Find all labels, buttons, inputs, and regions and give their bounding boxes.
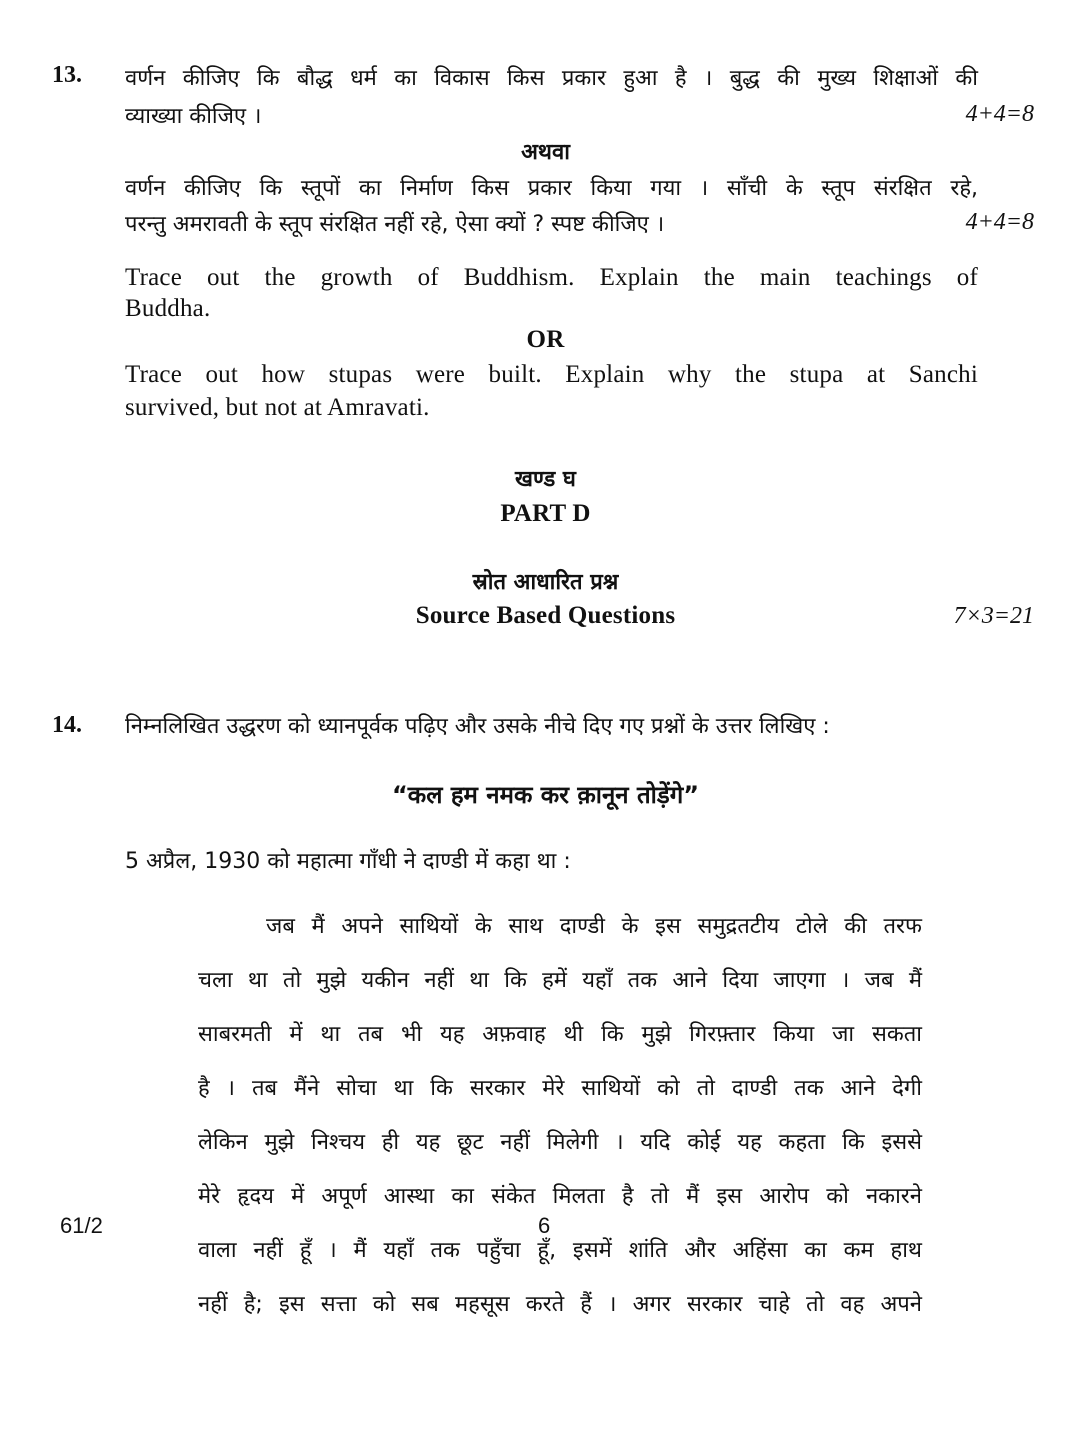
q13-hindi-line-1: वर्णन कीजिए कि बौद्ध धर्म का विकास किस प्रकार हुआ है । बुद्ध की मुख्य शिक्षाओं की <box>125 66 978 91</box>
question-14-number: 14. <box>52 712 82 738</box>
passage-line: नहीं है; इस सत्ता को सब महसूस करते हैं । अगर सरकार चाहे तो वह अपने <box>198 1292 922 1317</box>
part-d-english-subheading: Source Based Questions <box>415 602 676 629</box>
passage-line: वाला नहीं हूँ । मैं यहाँ तक पहुँचा हूँ, इसमें शांति और अहिंसा का कम हाथ <box>198 1238 922 1263</box>
page-number: 6 <box>538 1213 551 1238</box>
q14-passage-title: “कल हम नमक कर क़ानून तोड़ेंगे” <box>391 781 699 809</box>
q13-english-line-1: Trace out the growth of Buddhism. Explain the main teachings of <box>125 264 978 291</box>
q13-marks-2: 4+4=8 <box>965 209 1034 235</box>
q13-or-hindi: अथवा <box>521 140 570 165</box>
q13-english-line-2: Buddha. <box>125 295 211 322</box>
part-d-hindi-heading: खण्ड घ <box>515 467 576 492</box>
passage-line: है । तब मैंने सोचा था कि सरकार मेरे साथियों को तो दाण्डी तक आने देगी <box>198 1076 922 1101</box>
q13-hindi-alt-line-1: वर्णन कीजिए कि स्तूपों का निर्माण किस प्रकार किया गया । साँची के स्तूप संरक्षित रहे, <box>125 176 978 201</box>
passage-line: साबरमती में था तब भी यह अफ़वाह थी कि मुझे गिरफ़्तार किया जा सकता <box>198 1022 922 1047</box>
paper-code: 61/2 <box>60 1213 103 1238</box>
q13-marks-1: 4+4=8 <box>965 101 1034 127</box>
q13-english-alt-line-1: Trace out how stupas were built. Explain why the stupa at Sanchi <box>125 361 978 388</box>
passage-line: चला था तो मुझे यकीन नहीं था कि हमें यहाँ तक आने दिया जाएगा । जब मैं <box>198 968 922 993</box>
q14-instruction: निम्नलिखित उद्धरण को ध्यानपूर्वक पढ़िए और उसके नीचे दिए गए प्रश्नों के उत्तर लिखिए : <box>125 714 830 739</box>
q13-or-english: OR <box>526 326 565 353</box>
q14-intro: 5 अप्रैल, 1930 को महात्मा गाँधी ने दाण्डी में कहा था : <box>125 849 571 874</box>
passage-line: जब मैं अपने साथियों के साथ दाण्डी के इस समुद्रतटीय टोले की तरफ <box>266 914 922 939</box>
q13-hindi-alt-line-2: परन्तु अमरावती के स्तूप संरक्षित नहीं रहे, ऐसा क्यों ? स्पष्ट कीजिए । <box>125 212 665 237</box>
passage-line: लेकिन मुझे निश्चय ही यह छूट नहीं मिलेगी । यदि कोई यह कहता कि इससे <box>198 1130 922 1155</box>
part-d-english-heading: PART D <box>500 500 591 527</box>
q13-english-alt-line-2: survived, but not at Amravati. <box>125 394 430 421</box>
part-d-hindi-subheading: स्रोत आधारित प्रश्न <box>472 570 619 595</box>
part-d-marks: 7×3=21 <box>953 603 1034 629</box>
passage-line: मेरे हृदय में अपूर्ण आस्था का संकेत मिलता है तो मैं इस आरोप को नकारने <box>198 1184 922 1209</box>
question-13-number: 13. <box>52 62 82 88</box>
q13-hindi-line-2: व्याख्या कीजिए । <box>125 104 262 129</box>
